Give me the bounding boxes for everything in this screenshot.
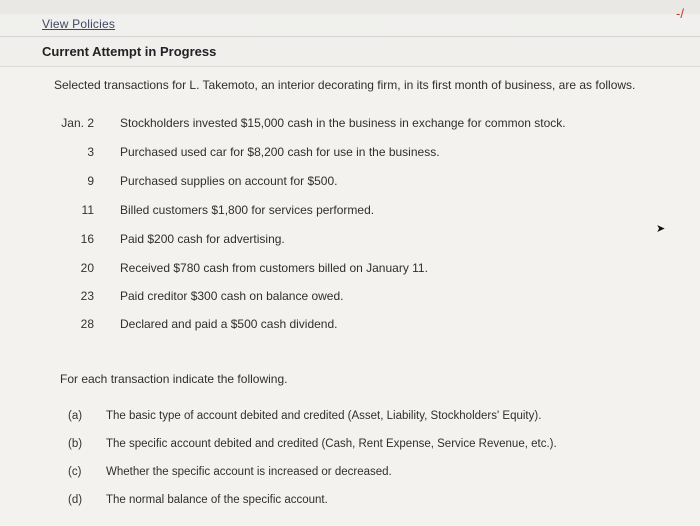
requirement-row [0, 410, 700, 430]
requirement-label: (a) [68, 410, 83, 422]
corner-mark: -/ [676, 6, 684, 21]
mouse-cursor-icon: ➤ [656, 223, 666, 235]
transaction-date: 3 [87, 145, 94, 159]
transaction-description: Paid creditor $300 cash on balance owed. [120, 289, 344, 303]
problem-intro: Selected transactions for L. Takemoto, an interior decorating firm, in its first month of business, are as follows. [54, 78, 636, 92]
transaction-date: 9 [87, 174, 94, 188]
requirement-text: The basic type of account debited and credited (Asset, Liability, Stockholders' Equity). [106, 410, 542, 422]
attempt-status-title: Current Attempt in Progress [42, 44, 217, 59]
transaction-row [0, 116, 700, 136]
transaction-description: Paid $200 cash for advertising. [120, 232, 285, 246]
header-divider [0, 36, 700, 37]
requirement-text: Whether the specific account is increased or decreased. [106, 466, 392, 478]
transaction-row [0, 232, 700, 252]
requirement-label: (d) [68, 494, 83, 506]
requirement-label: (b) [68, 438, 83, 450]
transaction-description: Purchased used car for $8,200 cash for use in the business. [120, 145, 440, 159]
transaction-description: Purchased supplies on account for $500. [120, 174, 338, 188]
transaction-date: 11 [81, 203, 94, 217]
top-strip [0, 0, 700, 14]
transaction-description: Billed customers $1,800 for services performed. [120, 203, 375, 217]
transaction-description: Stockholders invested $15,000 cash in the business in exchange for common stock. [120, 116, 566, 130]
transaction-date: 28 [80, 317, 94, 331]
requirement-text: The specific account debited and credited (Cash, Rent Expense, Service Revenue, etc.). [106, 438, 557, 450]
transaction-row [0, 203, 700, 223]
requirement-text: The normal balance of the specific account. [106, 494, 328, 506]
transaction-row [0, 174, 700, 194]
transaction-date: 16 [80, 232, 94, 246]
instructions-text: For each transaction indicate the following. [60, 372, 288, 386]
requirement-row [0, 494, 700, 514]
transaction-date: 23 [80, 289, 94, 303]
transaction-row [0, 317, 700, 337]
requirement-label: (c) [68, 466, 82, 478]
view-policies-link[interactable]: View Policies [42, 17, 116, 31]
transaction-description: Declared and paid a $500 cash dividend. [120, 317, 338, 331]
requirement-row [0, 438, 700, 458]
transaction-date: Jan. 2 [61, 116, 94, 130]
transaction-date: 20 [80, 261, 94, 275]
transaction-row [0, 289, 700, 309]
requirement-row [0, 466, 700, 486]
transaction-description: Received $780 cash from customers billed on January 11. [120, 261, 428, 275]
transaction-row [0, 145, 700, 165]
transaction-row [0, 261, 700, 281]
